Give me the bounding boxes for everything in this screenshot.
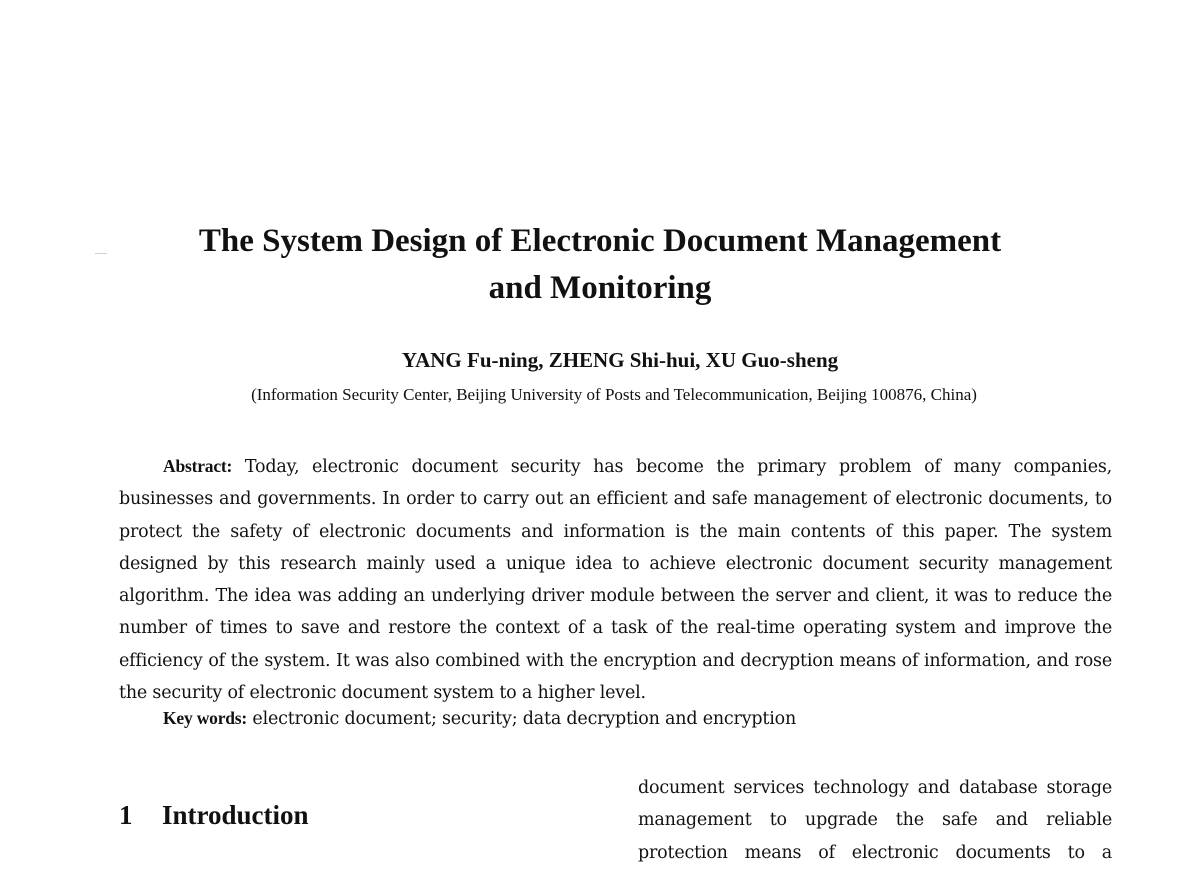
section-title: Introduction xyxy=(162,800,309,830)
keywords-label: Key words: xyxy=(163,708,248,728)
right-column-line: management to upgrade the safe and reliable xyxy=(638,810,1112,831)
abstract-label: Abstract: xyxy=(163,456,233,476)
keywords xyxy=(163,708,796,729)
right-column-text xyxy=(638,772,1112,869)
author-list: YANG Fu-ning, ZHENG Shi-hui, XU Guo-sheng xyxy=(401,348,839,372)
paper-title-line-1: The System Design of Electronic Document Management xyxy=(198,223,1002,259)
paper-title xyxy=(0,218,1200,312)
section-number: 1 xyxy=(119,800,133,830)
keywords-text: electronic document; security; data decryption and encryption xyxy=(252,709,797,729)
abstract-text: Today, electronic document security has become the primary problem of many companies, businesses and governments. In order to carry out an efficient and safe management of electronic documents, to protect the safety of electronic documents and information is the main contents of this paper. The system designed by this research mainly used a unique idea to achieve electronic document security management algorithm. The idea was adding an underlying driver module between the server and client, it was to reduce the number of times to save and restore the context of a task of the real-time operating system and improve the efficiency of the system. It was also combined with the encryption and decryption means of information, and rose the security of electronic document system to a higher level. xyxy=(119,457,1112,704)
affiliation: (Information Security Center, Beijing University of Posts and Telecommunication, Beijing 100876, China) xyxy=(251,385,977,404)
abstract xyxy=(119,450,1112,709)
section-heading-introduction xyxy=(119,800,309,831)
paper-title-line-2: and Monitoring xyxy=(488,270,712,306)
right-column-line: document services technology and database storage xyxy=(638,778,1112,798)
right-column-line: protection means of electronic documents to a xyxy=(638,842,1112,863)
